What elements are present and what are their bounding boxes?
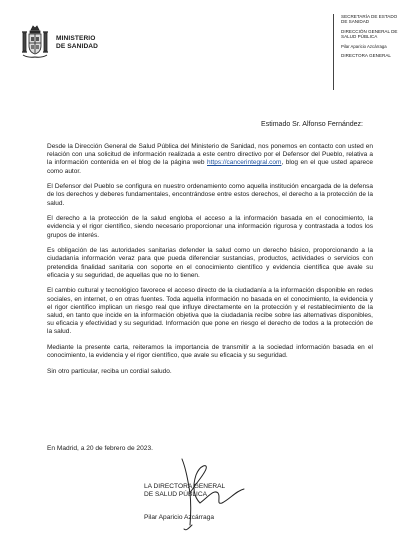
department-box [333,14,409,90]
dept-person: Pilar Aparicio Azcárraga [341,43,387,49]
signer-name: Pilar Aparicio Azcárraga [144,514,214,521]
ministry-line1: MINISTERIO [56,35,96,42]
dept-line3: DIRECCIÓN GENERAL DE [341,28,398,34]
coat-of-arms-logo [20,24,50,62]
dept-line4: SALUD PÚBLICA [341,34,378,40]
paragraph-1 [47,143,373,176]
paragraph-1-text: Desde la Dirección General de Salud Pública del Ministerio de Sanidad, nos ponemos en contacto con usted en relación con una solicitud de información realizada a este centro directivo por el Defensor del Pueblo, relativa a la información contenida en el blog de la página web [47,143,373,167]
letter-body [47,143,373,383]
dept-role: DIRECTORA GENERAL [341,53,391,59]
website-link[interactable]: https://cancerintegral.com [207,159,282,167]
closing-line: Sin otro particular, reciba un cordial saludo. [47,367,172,375]
ministry-name [56,35,98,51]
letter-greeting: Estimado Sr. Alfonso Fernández: [261,121,363,128]
dept-line1: SECRETARÍA DE ESTADO [341,14,398,19]
paragraph-1-end: , blog en el que usted aparece como autor. [47,159,373,175]
ministry-line2: DE SANIDAD [56,43,99,50]
paragraph-2: El Defensor del Pueblo se configura en nuestro ordenamiento como aquella institución encargada de la defensa de los derechos y deberes fundamentales, encontrándose entre estos derechos, el derecho a la protección de la salud. [47,183,373,207]
signature-title [144,483,225,499]
paragraph-4: Es obligación de las autoridades sanitarias defender la salud como un derecho básico, proporcionando a la ciudadanía información veraz para que pueda diferenciar sustancias, productos, actividades o servicios con pretendida finalidad sanitaria con soporte en el conocimiento científico y evidencia científica que avale su eficacia y su seguridad, de aquellas que no lo tienen. [47,247,373,279]
paragraph-5: El cambio cultural y tecnológico favorece el acceso directo de la ciudadanía a la información disponible en redes sociales, en internet, o en otras fuentes. Toda aquella información no basada en el conocimiento, la evidencia y el rigor científico implican un riesgo real que influye directamente en la protección y el restablecimiento de la salud, en tanto que incide en la información objetiva que la ciudadanía recibe sobre las alternativas disponibles, su eficacia y efectividad y su seguridad. Información que pone en riesgo el derecho de todos a la protección de la salud. [47,287,373,336]
paragraph-3: El derecho a la protección de la salud engloba el acceso a la información basada en el conocimiento, la evidencia y el rigor científico, siendo necesario proporcionar una información rigurosa y contrastada a todos los grupos de interés. [47,215,373,239]
letter-date: En Madrid, a 20 de febrero de 2023. [47,445,153,452]
sign-title-line1: LA DIRECTORA GENERAL [144,483,226,490]
sign-title-line2: DE SALUD PÚBLICA [144,491,208,498]
dept-line2: DE SANIDAD [341,19,370,25]
paragraph-6: Mediante la presente carta, reiteramos la importancia de transmitir a la sociedad información basada en el conocimiento, la evidencia y el rigor científico, que avale su eficacia y su seguridad. [47,344,373,360]
